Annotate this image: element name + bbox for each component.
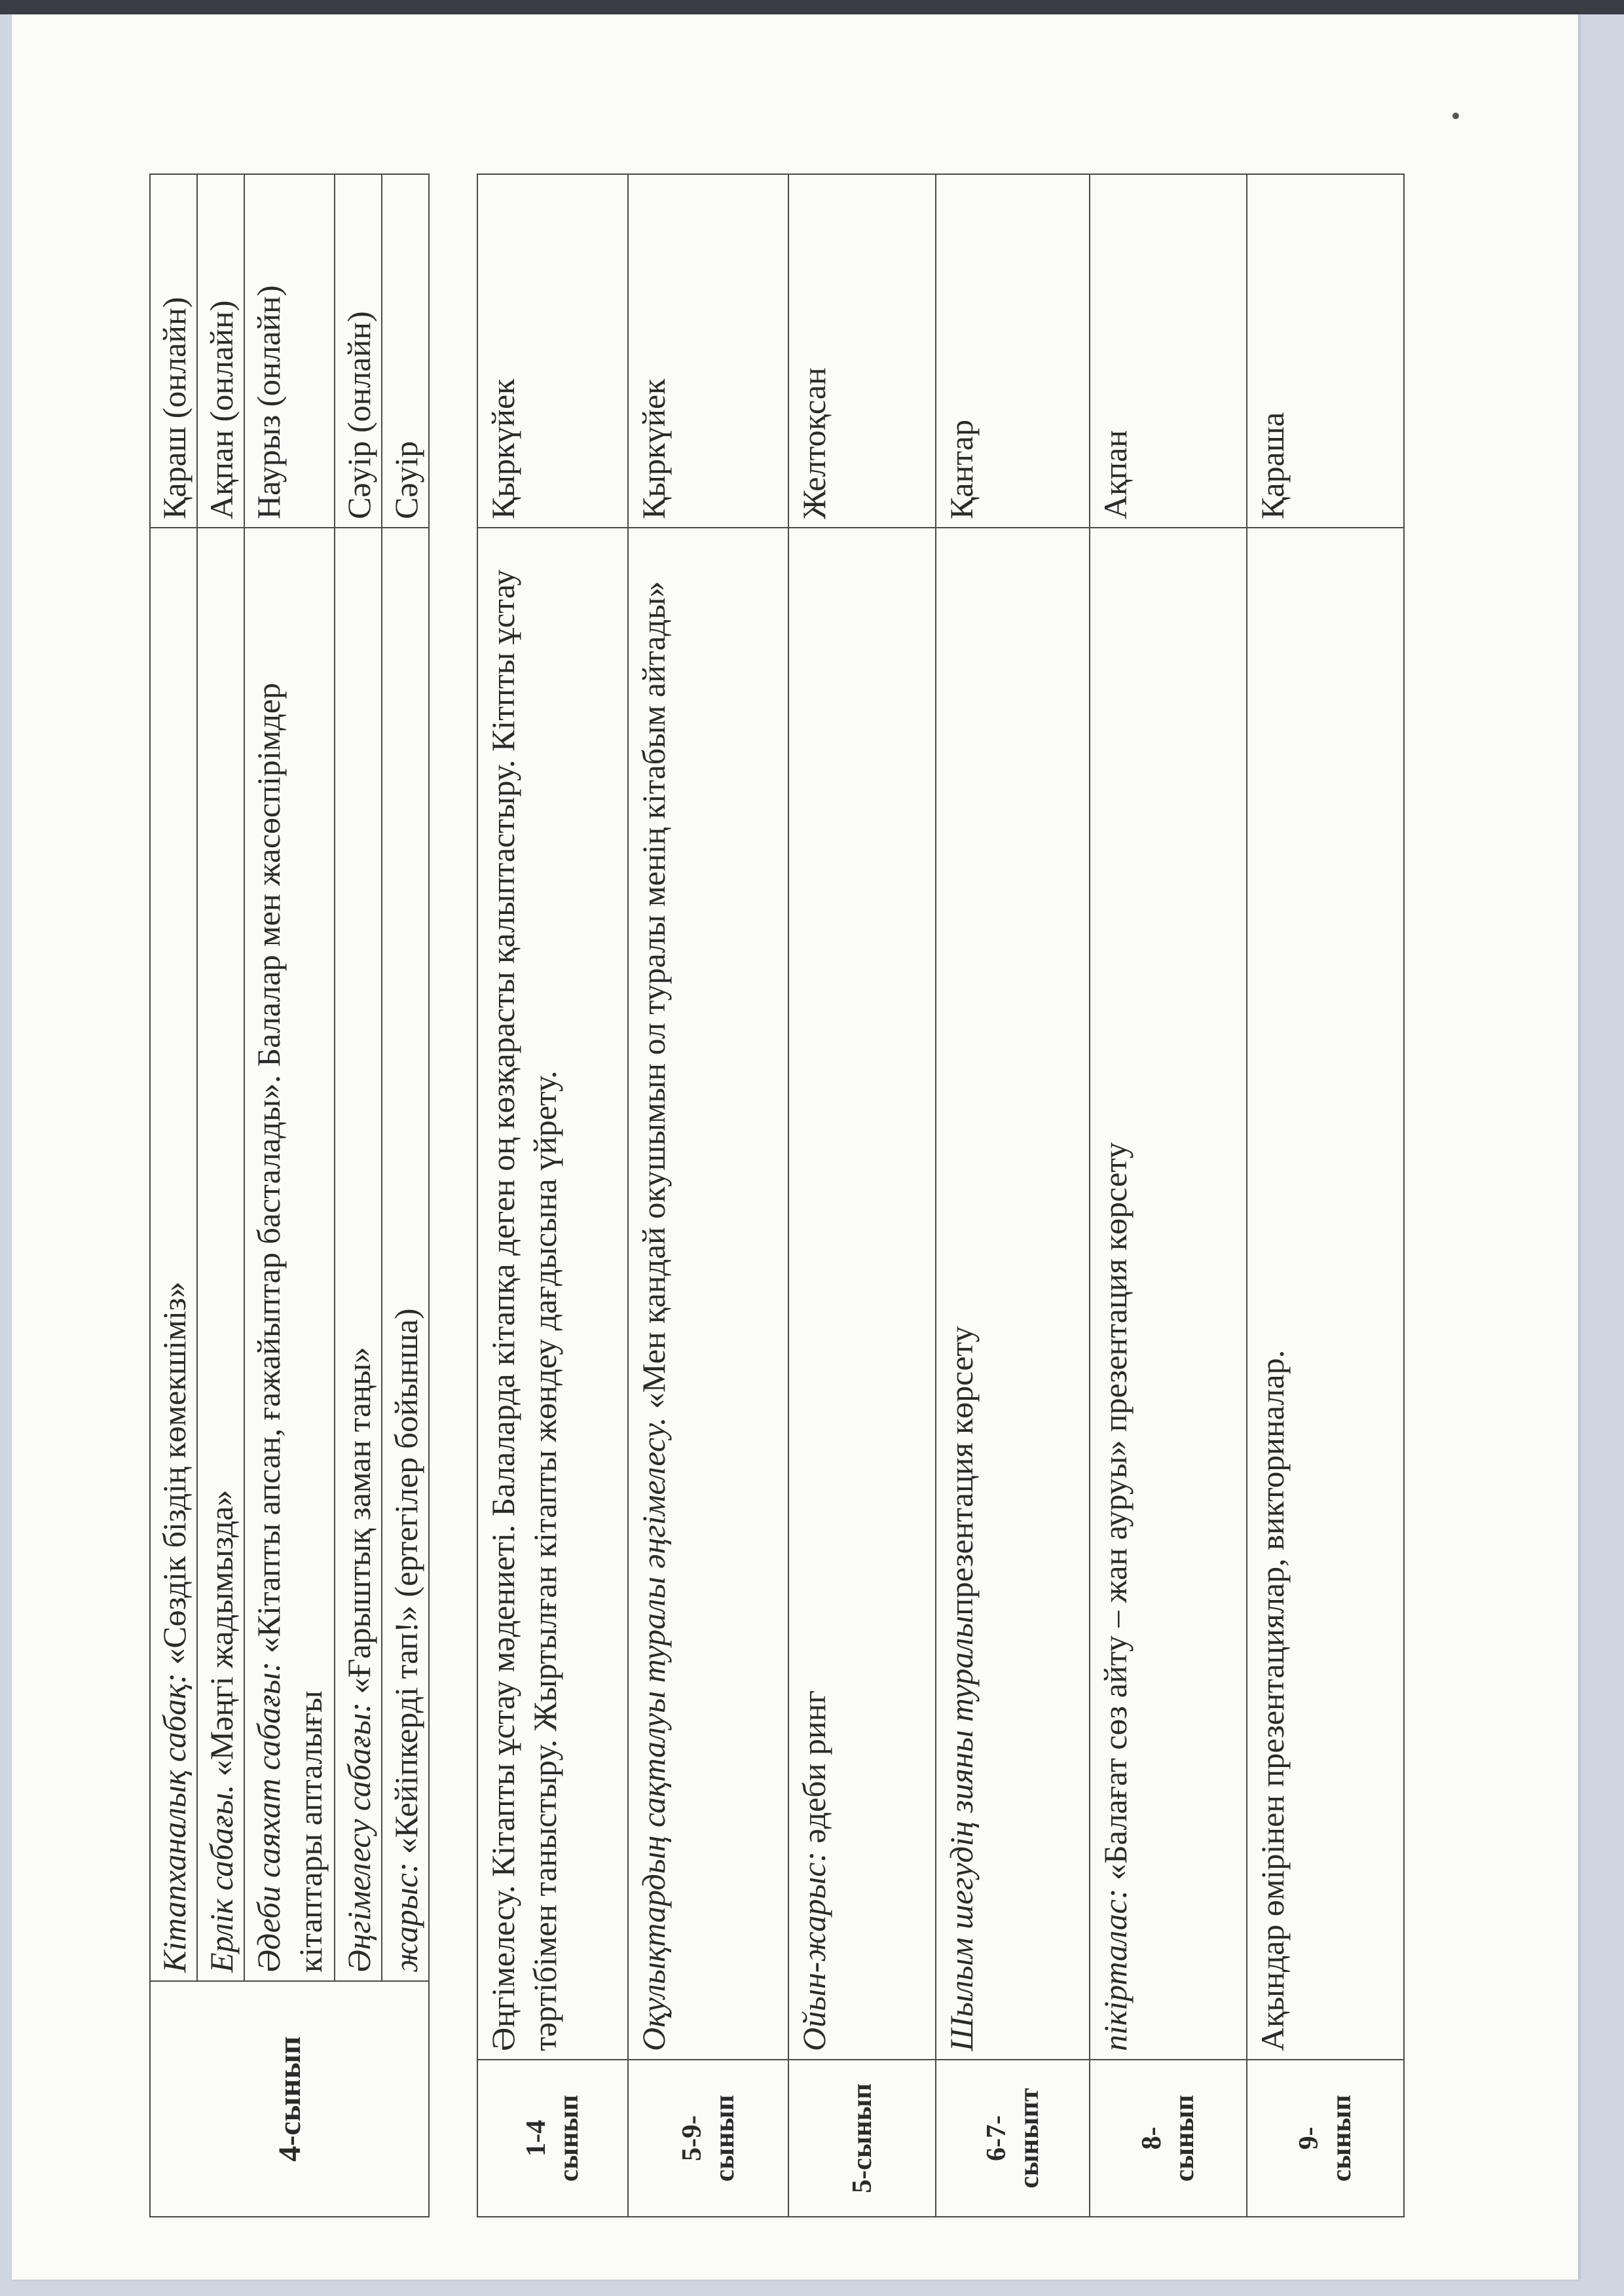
grade-word: сынып (1327, 2094, 1357, 2182)
table-row (335, 174, 382, 2217)
ink-speck (1452, 113, 1459, 119)
table-row (1090, 174, 1247, 2217)
table-row (788, 174, 936, 2217)
activity-type: жарыс: (388, 1862, 424, 1973)
month-cell: Қантар (936, 174, 1090, 528)
grade-number: 9- (1294, 2126, 1324, 2150)
month-cell: Қыркүйек (477, 174, 628, 528)
month-cell: Қараш (онлайн) (150, 174, 197, 528)
activity-cell (1247, 528, 1404, 2060)
activity-type: Шылым шегудің зияны туралы (943, 1615, 980, 2051)
grade-number: 5-9- (676, 2115, 707, 2161)
activity-cell (936, 528, 1090, 2060)
grade-cell: 4-сынып (150, 1981, 429, 2217)
grade-cell (936, 2060, 1090, 2217)
grade-word: сынып (554, 2094, 584, 2182)
activity-cell (244, 528, 335, 1981)
activity-type: Әңгімелесу сабағы: (341, 1702, 377, 1973)
activity-cell (150, 528, 197, 1981)
document-page (12, 14, 1578, 2280)
activity-cell (382, 528, 429, 1981)
activity-text: презентация көрсету (943, 1326, 980, 1616)
grade-word: сынып (1170, 2094, 1200, 2182)
grade-cell (628, 2060, 788, 2217)
table-row (244, 174, 335, 2217)
activity-type: пікірталас: (1097, 1888, 1134, 2051)
activity-text: «Сөздік біздің көмекшіміз» (156, 1281, 193, 1673)
activity-cell (335, 528, 382, 1981)
month-cell: Ақпан (1090, 174, 1247, 528)
activity-text: «Мәңгі жадымызда» (203, 1489, 240, 1785)
activity-text: Әңгімелесу. Кітапты ұстау мәдениеті. Балаларда кітапқа деген оң көзқарасты қалыптастыру. Кітпты ұстау тәртібімен таныстыру. Жыртылған кітапты жөндеу дағдысына үйрету. (485, 569, 563, 2051)
table-row (1247, 174, 1404, 2217)
grade-number: 6-7- (981, 2115, 1012, 2161)
activity-cell (628, 528, 788, 2060)
grade-cell (477, 2060, 628, 2217)
scanner-top-edge (0, 0, 1624, 14)
grade-cell (1247, 2060, 1404, 2217)
activity-cell (477, 528, 628, 2060)
month-cell: Ақпан (онлайн) (197, 174, 244, 528)
month-cell: Қараша (1247, 174, 1404, 528)
table-row (150, 174, 197, 2217)
activity-cell (788, 528, 936, 2060)
grade-number: 5-сынып (847, 2083, 877, 2193)
activity-text: «Балағат сөз айту – жан ауруы» презентация көрсету (1097, 1142, 1134, 1889)
month-cell: Сәуір (онлайн) (335, 174, 382, 528)
rotated-content (149, 175, 1433, 2217)
table-row (628, 174, 788, 2217)
activity-text: «Ғарыштық заман таңы» (341, 1347, 377, 1702)
activity-type: Оқулықтардың сақталуы туралы әңгімелесу. (635, 1417, 672, 2051)
activity-text: «Кейіпкерді тап!» (ертегілер бойынша) (388, 1308, 424, 1863)
grades-table (477, 173, 1405, 2217)
activity-type: Ойын-жарыс: (796, 1851, 832, 2051)
activity-type: Кітапханалық сабақ: (156, 1673, 193, 1973)
activity-type: Әдеби саяхат сабағы: (250, 1661, 287, 1973)
grade-cell (788, 2060, 936, 2217)
activity-cell (1090, 528, 1247, 2060)
month-cell: Сәуір (382, 174, 429, 528)
grade-word: сыныпт (1014, 2088, 1044, 2189)
activity-text: Ақындар өмірінен презентациялар, викториналар. (1254, 1349, 1291, 2051)
month-cell: Наурыз (онлайн) (244, 174, 335, 528)
grade-number: 1-4 (521, 2120, 551, 2157)
month-cell: Желтоқсан (788, 174, 936, 528)
table-row (382, 174, 429, 2217)
month-cell: Қыркүйек (628, 174, 788, 528)
grade-cell (1090, 2060, 1247, 2217)
activity-text: «Мен қандай окушымын ол туралы менің кітабым айтады» (635, 581, 672, 1417)
grade-4-table (149, 173, 430, 2217)
activity-text: «Кітапты апсан, ғажайыптар басталады». Балалар мен жасөспірімдер кітаптары апталығы (250, 682, 329, 1973)
grade-word: сынып (709, 2094, 740, 2182)
activity-cell (197, 528, 244, 1981)
table-row (477, 174, 628, 2217)
activity-text: әдеби ринг (796, 1690, 832, 1852)
table-row (197, 174, 244, 2217)
table-row (936, 174, 1090, 2217)
grade-number: 8- (1137, 2126, 1167, 2150)
activity-type: Ерлік сабағы. (203, 1784, 240, 1973)
